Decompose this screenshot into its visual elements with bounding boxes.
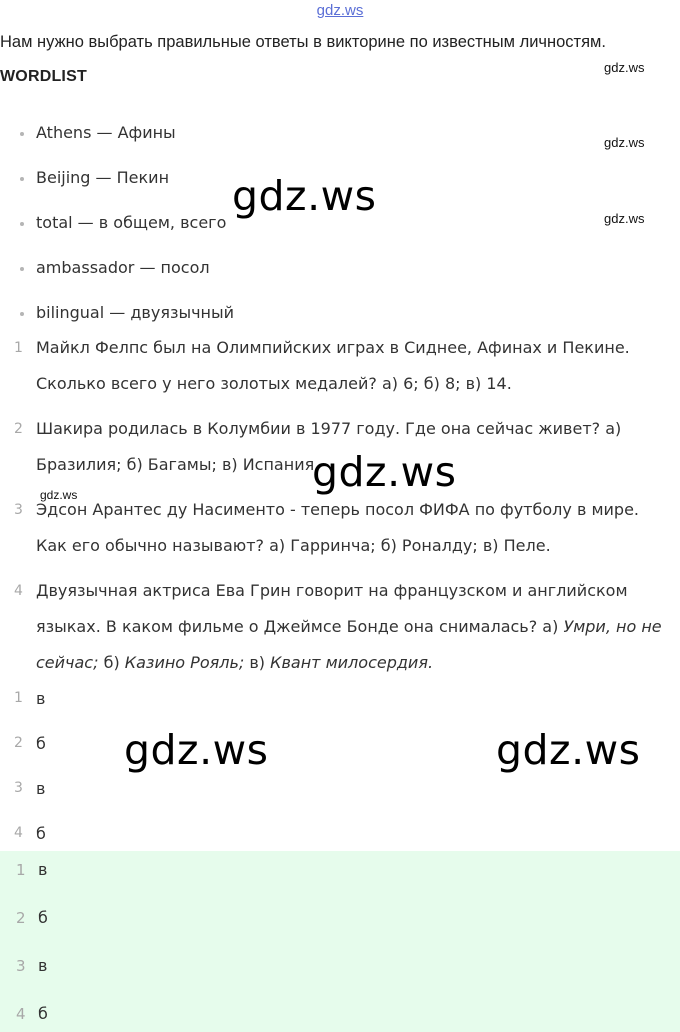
question-text: Шакира родилась в Колумбии в 1977 году. Где она сейчас живет? а) Бразилия; б) Багамы; в) Испания. (36, 419, 622, 474)
question-number: 3 (14, 502, 23, 518)
answer-number: 1 (14, 690, 23, 706)
answer-value: б (36, 824, 46, 843)
answer-number: 1 (16, 861, 26, 879)
bullet-icon (20, 132, 24, 136)
question-text: Эдсон Арантес ду Насименто - теперь посол ФИФА по футболу в мире. Как его обычно называют? а) Гарринча; б) Роналду; в) Пеле. (36, 500, 640, 555)
question-text-part: в) (244, 653, 271, 672)
bullet-icon (20, 267, 24, 271)
question-text-part: б) (98, 653, 125, 672)
option-title: Умри, но не сейчас; (36, 617, 662, 672)
wordlist-item: Beijing — Пекин (36, 168, 170, 187)
answer-value: в (38, 956, 48, 975)
watermark-large: gdz.ws (496, 726, 641, 774)
watermark-link[interactable]: gdz.ws (316, 2, 364, 19)
wordlist-item: total — в общем, всего (36, 213, 227, 232)
answer-value: б (38, 1004, 48, 1023)
answer-value: в (36, 779, 46, 798)
answer-value: в (36, 689, 46, 708)
answer-number: 4 (16, 1005, 26, 1023)
question-text: Майкл Фелпс был на Олимпийских играх в Сиднее, Афинах и Пекине. Сколько всего у него золотых медалей? а) 6; б) 8; в) 14. (36, 338, 630, 393)
wordlist-item: ambassador — посол (36, 258, 210, 277)
bullet-icon (20, 312, 24, 316)
question-number: 4 (14, 583, 23, 599)
answer-number: 2 (14, 735, 23, 751)
answer-number: 4 (14, 825, 23, 841)
option-title: Квант милосердия. (270, 653, 434, 672)
answer-number: 3 (14, 780, 23, 796)
wordlist-heading: WORDLIST (0, 68, 87, 85)
watermark-large: gdz.ws (232, 172, 377, 220)
watermark-large: gdz.ws (312, 448, 457, 496)
watermark-small: gdz.ws (40, 488, 78, 502)
question-number: 1 (14, 340, 23, 356)
question-number: 2 (14, 421, 23, 437)
question-text-part: Двуязычная актриса Ева Грин говорит на французском и английском языках. В каком фильме о Джеймсе Бонде она снималась? а) (36, 581, 628, 636)
answer-value: в (38, 860, 48, 879)
answer-number: 2 (16, 909, 26, 927)
answer-number: 3 (16, 957, 26, 975)
answer-value: б (38, 908, 48, 927)
watermark-small: gdz.ws (604, 60, 645, 75)
watermark-small: gdz.ws (604, 211, 645, 226)
answer-value: б (36, 734, 46, 753)
wordlist-item: Athens — Афины (36, 123, 176, 142)
wordlist-item: bilingual — двуязычный (36, 303, 235, 322)
answer-panel-highlight (0, 851, 680, 1032)
watermark-large: gdz.ws (124, 726, 269, 774)
question-text (36, 573, 672, 681)
option-title: Казино Рояль; (124, 653, 245, 672)
intro-text: Нам нужно выбрать правильные ответы в викторине по известным личностям. (0, 33, 606, 51)
bullet-icon (20, 222, 24, 226)
watermark-small: gdz.ws (604, 135, 645, 150)
bullet-icon (20, 177, 24, 181)
